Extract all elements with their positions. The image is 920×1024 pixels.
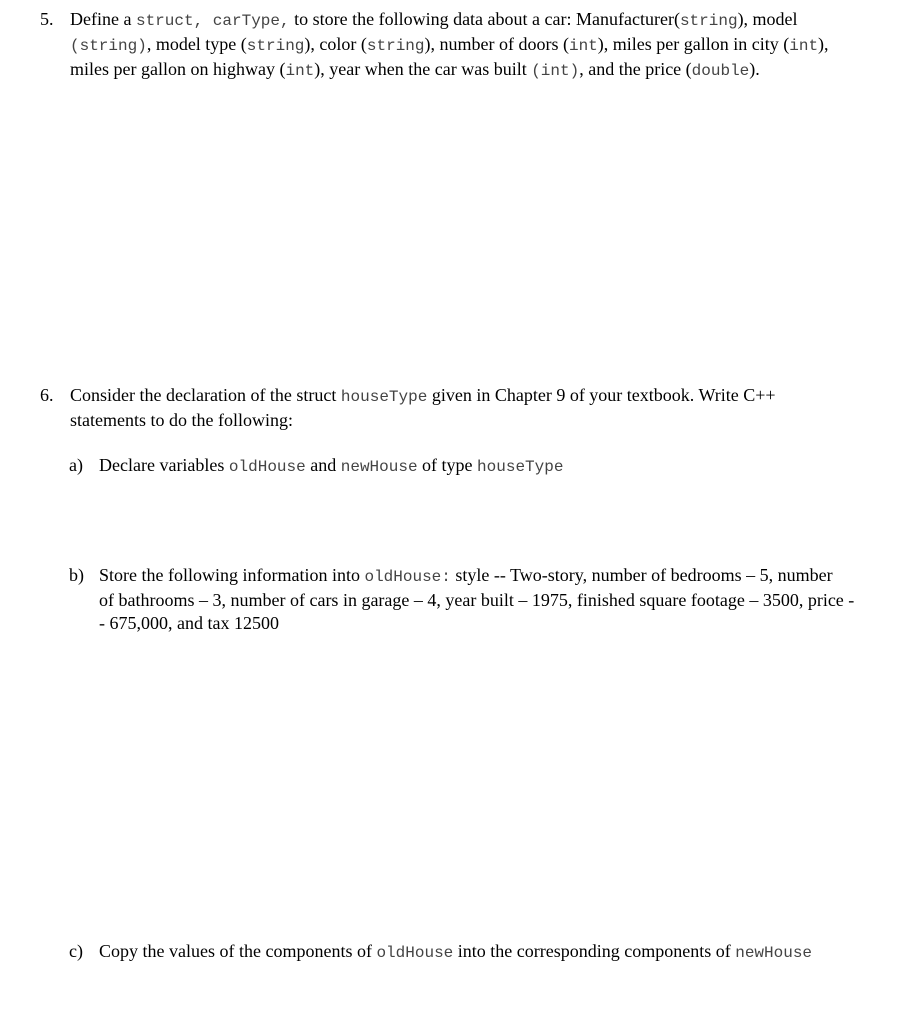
question-6-number: 6. (40, 385, 54, 405)
text-fragment: ), (818, 34, 829, 54)
code-fragment: houseType (340, 388, 428, 406)
text-fragment: , model type ( (146, 34, 247, 54)
text-fragment: , and the price ( (579, 59, 692, 79)
text-fragment: style -- Two-story, number of bedrooms – 5, number (450, 565, 833, 585)
question-6b-label: b) (69, 565, 84, 585)
code-fragment: string (246, 37, 305, 55)
question-6-text (70, 384, 900, 432)
code-fragment: houseType (477, 458, 564, 476)
code-fragment: int (285, 62, 315, 80)
question-5-number: 5. (40, 9, 54, 29)
text-fragment: statements to do the following: (70, 410, 293, 430)
question-6c-label: c) (69, 941, 83, 961)
code-fragment: oldHouse: (364, 568, 451, 586)
text-fragment: - 675,000, and tax 12500 (99, 613, 279, 633)
text-fragment: into the corresponding components of (453, 941, 736, 961)
text-fragment: Define a (70, 9, 136, 29)
code-fragment: double (691, 62, 750, 80)
code-fragment: oldHouse (376, 944, 454, 962)
code-fragment: string (366, 37, 425, 55)
question-6c (69, 940, 909, 965)
code-fragment: string (679, 12, 738, 30)
code-fragment: (string) (70, 37, 147, 55)
text-fragment: ), number of doors ( (424, 34, 569, 54)
text-fragment: ), model (737, 9, 798, 29)
question-6 (40, 384, 900, 432)
text-fragment: ), color ( (304, 34, 367, 54)
text-fragment: Consider the declaration of the struct (70, 385, 341, 405)
text-fragment: Declare variables (99, 455, 229, 475)
code-fragment: (int) (531, 62, 580, 80)
text-fragment: Copy the values of the components of (99, 941, 377, 961)
question-5-text (70, 8, 910, 83)
question-6a-text (99, 454, 909, 479)
question-5 (40, 8, 910, 83)
question-6b (69, 564, 909, 635)
question-6c-text (99, 940, 909, 965)
text-fragment: ), year when the car was built (314, 59, 532, 79)
text-fragment: to store the following data about a car: Manufacturer( (289, 9, 680, 29)
question-6a-label: a) (69, 455, 83, 475)
text-fragment: ), miles per gallon in city ( (597, 34, 790, 54)
text-fragment: and (305, 455, 341, 475)
text-fragment: miles per gallon on highway ( (70, 59, 286, 79)
code-fragment: oldHouse (228, 458, 306, 476)
text-fragment: given in Chapter 9 of your textbook. Write C++ (427, 385, 776, 405)
text-fragment: ). (749, 59, 760, 79)
code-fragment: int (789, 37, 819, 55)
question-6a (69, 454, 909, 479)
text-fragment: of type (417, 455, 478, 475)
code-fragment: int (568, 37, 598, 55)
code-fragment: struct, carType, (135, 12, 290, 30)
code-fragment: newHouse (735, 944, 813, 962)
text-fragment: Store the following information into (99, 565, 365, 585)
code-fragment: newHouse (340, 458, 418, 476)
question-6b-text (99, 564, 909, 635)
text-fragment: of bathrooms – 3, number of cars in garage – 4, year built – 1975, finished square footage – 3500, price - (99, 590, 855, 610)
